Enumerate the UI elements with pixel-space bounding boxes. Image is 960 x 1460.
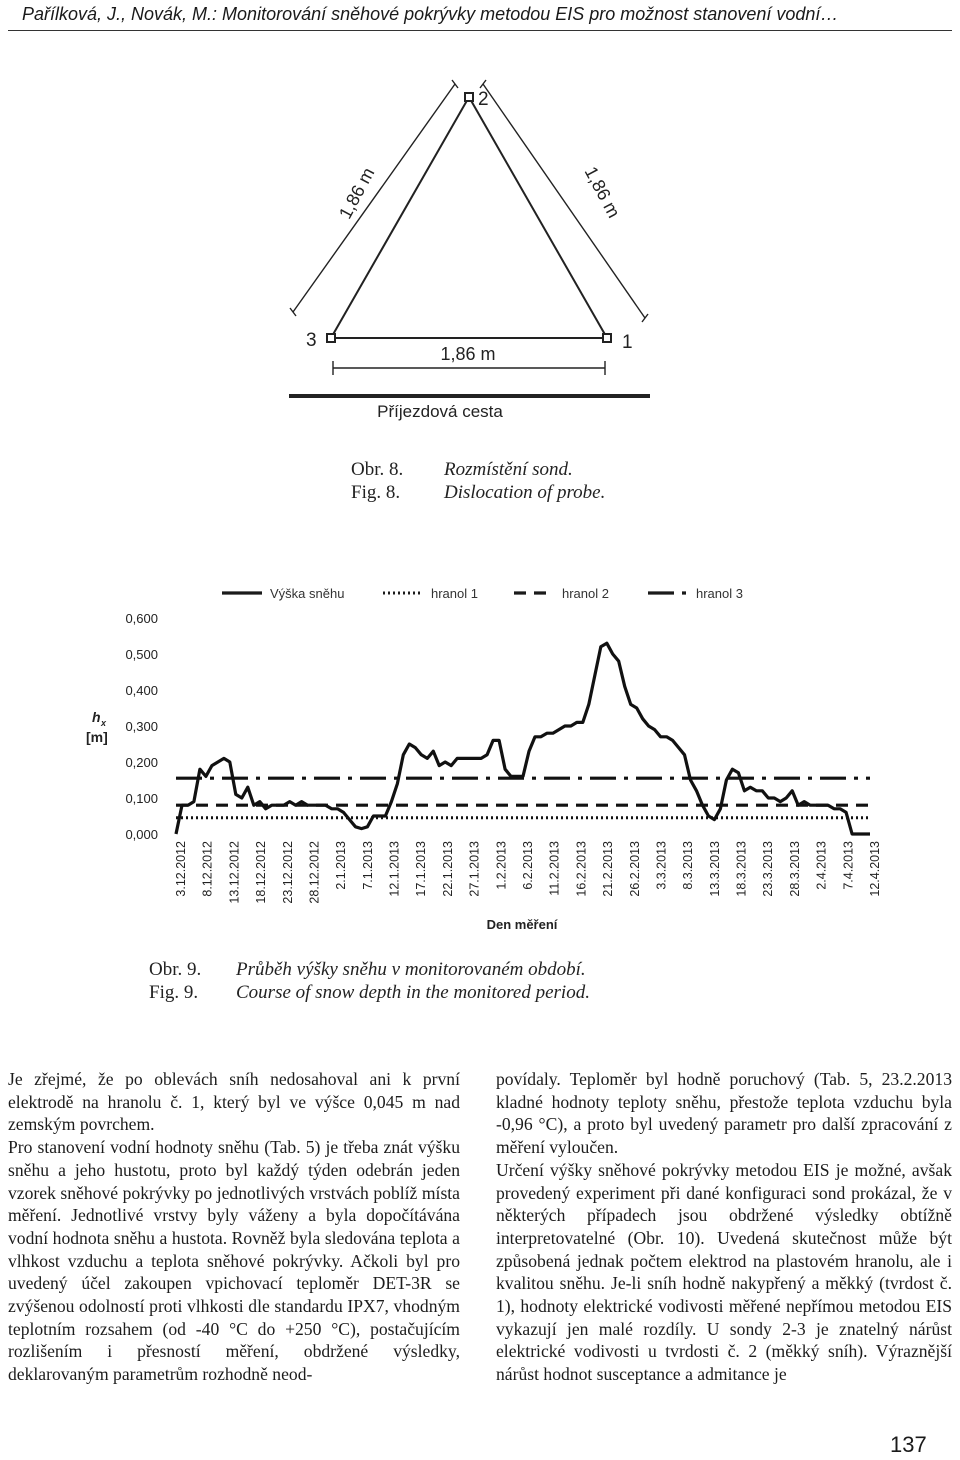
probe-1-marker [603,334,611,342]
x-tick-label: 12.4.2013 [868,841,882,897]
x-tick-label: 11.2.2013 [547,841,562,896]
x-tick-label: 23.12.2012 [280,841,295,904]
paragraph: Pro stanovení vodní hodnoty sněhu (Tab. 5) je třeba znát výšku sněhu a jeho hustotu, proto byl každý týden odebrán jeden vzorek sněhové pokrývky po jednotlivých vrstvách poblíž místa měření. Jednotlivé vrstvy byly váženy a byla dopočítávána vodní hodnota sněhu a hustota. Rovněž byla sledována teplota a vlhkost vzduchu a teplota sněhové pokrývky. Ačkoli byl pro uvedený účel zakoupen vpichovací teploměr DET-3R se zvýšenou odolností proti vlhkosti dle standardu IPX7, vhodným teplotním rozsahem (od -40 °C do +250 °C), postačujícím rozlišením i přesností měření, obdržené výsledky, deklarovaným parametrům rozhodně neod- [8,1137,460,1385]
x-tick-label: 18.12.2012 [254,841,269,904]
caption-label: Obr. 8. [351,459,404,480]
x-tick-label: 6.2.2013 [521,841,535,890]
probe-3-marker [327,334,335,342]
side-left-length: 1,86 m [334,164,379,223]
x-tick-label: 3.12.2012 [174,841,188,897]
x-tick-label: 8.3.2013 [681,841,696,890]
x-tick-label: 7.1.2013 [360,841,375,890]
page-number: 137 [890,1432,927,1457]
probe-1-label: 1 [622,332,633,353]
figure-8-caption [351,458,771,504]
caption-text: Průběh výšky sněhu v monitorovaném období. [236,959,586,980]
figure-8-probe-layout [0,0,960,440]
running-header: Pařílková, J., Novák, M.: Monitorování sněhové pokrývky metodou EIS pro možnost stanovení vodní… [22,4,839,24]
text-column-left [8,1068,460,1386]
x-tick-label: 16.2.2013 [574,841,589,897]
y-tick-label: 0,200 [125,755,158,770]
x-tick-label: 22.1.2013 [440,841,455,897]
caption-text-en: Course of snow depth in the monitored period. [236,982,590,1003]
legend-label: hranol 2 [562,586,609,601]
x-tick-label: 26.2.2013 [627,841,642,897]
probe-2-label: 2 [478,89,489,110]
x-tick-label: 1.2.2013 [494,841,509,890]
x-tick-label: 23.3.2013 [761,841,776,897]
x-tick-label: 7.4.2013 [841,841,856,890]
legend-label: hranol 1 [431,586,478,601]
y-tick-label: 0,300 [125,719,158,734]
paragraph: povídaly. Teploměr byl hodně poruchový (Tab. 5, 23.2.2013 kladné hodnoty teploty sněhu, přestože teplota vzduchu byla -0,96 °C), a proto byl uvedený parametr pro další zpracování z měření vyloučen. [496,1069,952,1158]
paragraph: Určení výšky sněhové pokrývky metodou EIS je možné, avšak provedený experiment při dané konfiguraci sond prokázal, že v některých případech jsou obdržené výsledky obtížně interpretovatelné (Obr. 10). Uvedená skutečnost může být způsobená jednak počtem elektrod na plastovém hranolu, ale i kvalitou sněhu. Je-li sníh hodně nakypřený a měkký (tvrdost č. 1), hodnoty elektrické vodivosti měřené nepřímou metodou EIS vykazují jen malé rozdíly. U sondy 2-3 je znatelný nárůst elektrické vodivosti u tvrdosti č. 2 (měkký sníh). Výraznější nárůst hodnot susceptance a admitance je [496,1159,952,1385]
caption-label-en: Fig. 9. [149,982,199,1003]
y-axis-symbol: h [92,709,101,725]
probe-3-label: 3 [306,330,317,351]
paragraph: Je zřejmé, že po oblevách sníh nedosahoval ani k první elektrodě na hranolu č. 1, který byl ve výšce 0,045 m nad zemským povrchem. [8,1069,460,1135]
side-bottom-length: 1,86 m [440,344,496,364]
y-tick-label: 0,500 [125,647,158,662]
y-tick-label: 0,600 [125,611,158,626]
caption-label-en: Fig. 8. [351,482,401,503]
x-tick-label: 2.4.2013 [814,841,829,890]
x-tick-label: 12.1.2013 [387,841,402,897]
dimension-left [293,84,455,312]
probe-2-marker [465,93,473,101]
side-right-length: 1,86 m [580,163,625,222]
legend-label: hranol 3 [696,586,743,601]
side-2-1 [469,97,607,338]
x-tick-label: 2.1.2013 [334,841,349,890]
x-tick-label: 21.2.2013 [601,841,616,897]
y-tick-label: 0,000 [125,827,158,842]
caption-label: Obr. 9. [149,959,202,980]
x-tick-label: 13.12.2012 [227,841,242,904]
x-tick-label: 17.1.2013 [414,841,429,897]
x-axis-title: Den měření [486,917,558,932]
y-axis-subscript: x [101,718,107,728]
y-tick-label: 0,100 [125,791,158,806]
y-axis-unit: [m] [86,729,108,745]
x-tick-label: 28.12.2012 [307,841,322,904]
legend-label: Výška sněhu [270,586,345,601]
caption-text: Rozmístění sond. [444,459,573,480]
figure-9-snow-depth-chart [0,575,960,945]
dimension-right [483,84,645,318]
road-label: Příjezdová cesta [377,402,503,421]
x-tick-label: 18.3.2013 [734,841,749,897]
x-tick-label: 3.3.2013 [654,841,669,890]
x-tick-label: 27.1.2013 [467,841,482,897]
text-column-right [496,1068,952,1386]
x-tick-label: 8.12.2012 [200,841,215,897]
x-tick-label: 28.3.2013 [787,841,802,897]
caption-text-en: Dislocation of probe. [444,482,606,503]
x-tick-label: 13.3.2013 [707,841,722,897]
y-tick-label: 0,400 [125,683,158,698]
figure-9-caption [149,958,789,1004]
